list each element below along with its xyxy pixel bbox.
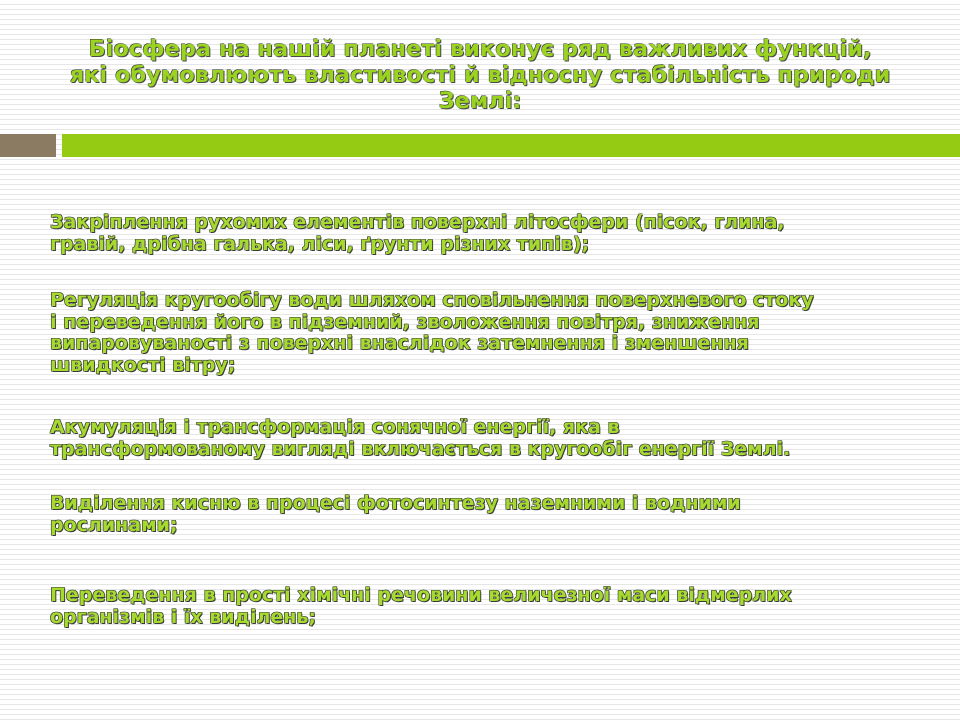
paragraph-lithosphere: Закріплення рухомих елементів поверхні літосфери (пісок, глина, гравій, дрібна галька, ліси, ґрунти різних типів); — [50, 211, 785, 255]
slide-title: Біосфера на нашій планеті виконує ряд важливих функцій, які обумовлюють властивості й відносну стабільність природи Землі: — [69, 36, 891, 114]
paragraph-decomposition: Переведення в прості хімічні речовини величезної маси відмерлих організмів і їх виділень; — [50, 584, 792, 628]
divider-bar-left — [0, 134, 56, 157]
paragraph-water-cycle: Регуляція кругообігу води шляхом сповільнення поверхневого стоку і переведення його в підземний, зволоження повітря, зниження випаровуваності з поверхні внаслідок затемнення і зменшення швидкості вітру; — [50, 289, 814, 376]
paragraph-solar-energy: Акумуляція і трансформація сонячної енергії, яка в трансформованому вигляді включається в кругообіг енергії Землі. — [50, 416, 791, 460]
paragraph-oxygen: Виділення кисню в процесі фотосинтезу наземними і водними рослинами; — [50, 492, 741, 536]
divider-bar-right — [62, 134, 960, 157]
